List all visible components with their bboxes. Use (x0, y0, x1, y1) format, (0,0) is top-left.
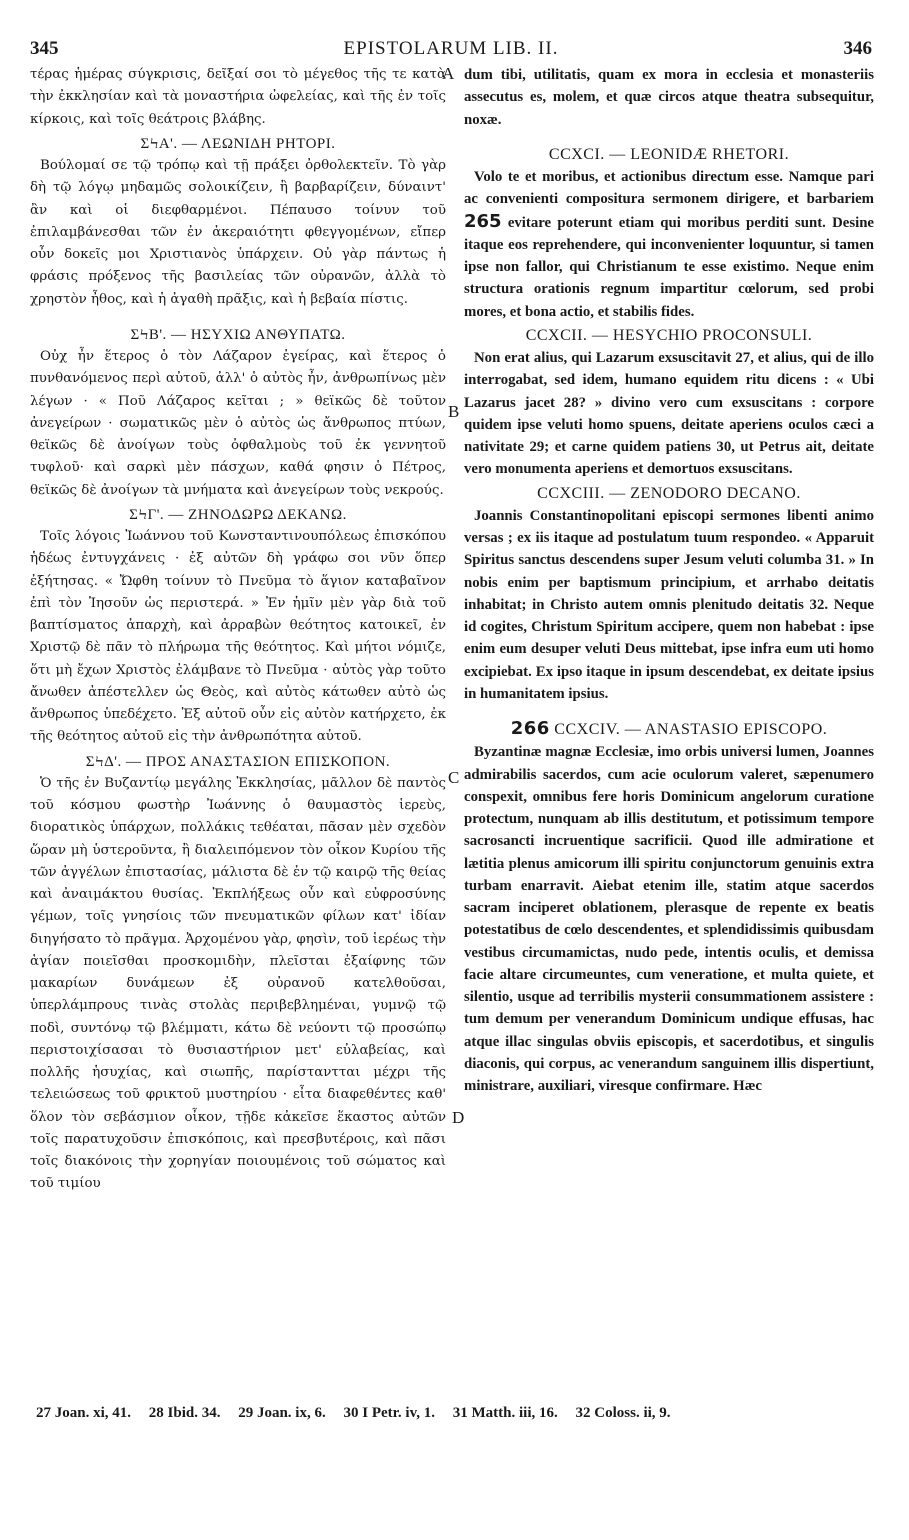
latin-letter-294: Byzantinæ magnæ Ecclesiæ, imo orbis universi lumen, Joannes admirabilis sacerdos, cum acie oculorum valeret, sæpenumero conspexit, omnibus fere horis Dominicum angelorum curatione protectum, nunquam ab illis destitutum, et potissimum tempore sacrosancti incruentique sacrificii. Quod ille admiratione et lætitia plenus amicorum illi spiritu conjunctorum genuinis extra turbam enarravit. Aiebat etenim ille, statim atque sacerdos sacram inciperet oblationem, plerasque de repente ex beatis potestatibus de cœlo descendentes, et splendidissimis quibusdam vestibus circumamictas, nudo pede, intentis oculis, et demissa facie altare circumeuntes, cum veneratione, et multa quiete, et silentio, usque ad terribilis mysterii consummationem assistere : tum demum per venerandum Dominicum undique effusas, hac atque illac singulas obviis episcopis, et sacerdotibus, et singulis diaconis, qui corpus, ac venerandum sanguinem illis dispertiunt, ministrare, auxiliari, viresque confirmare. Hæc (464, 744, 874, 1094)
footnote: 28 Ibid. 34. (148, 1405, 221, 1421)
edition-page-number-266: 266 (510, 718, 550, 739)
latin-heading-292: CCXCII. — HESYCHIO PROCONSULI. (525, 326, 813, 344)
latin-letter-291 (464, 166, 874, 323)
footnote: 30 I Petr. iv, 1. (343, 1405, 436, 1421)
margin-letter-b: B (448, 402, 460, 421)
margin-letter-c: C (448, 768, 460, 787)
edition-page-number-265: 265 (464, 210, 502, 232)
greek-letter-293: Τοῖς λόγοις Ἰωάννου τοῦ Κωνσταντινουπόλεως ἐπισκόπου ἡδέως ἐντυγχάνεις · ἐξ αὐτῶν δὴ γράφω σοι νῦν ὅπερ ἐξήτησας. « Ὤφθη τοίνυν τὸ Πνεῦμα τὸ ἅγιον καταβαῖνον ἐπὶ τὸν Ἰησοῦν ὡς περιστερά. » Ἐν ἡμῖν μὲν γὰρ διὰ τοῦ βαπτίσματος ἀπαρχὴ, καὶ ἀρραβὼν θεότητος κατοικεῖ, ἐν Χριστῷ δὲ πᾶν τὸ πλήρωμα τῆς θεότητος. Καὶ μήτοι νόμιζε, ὅτι μὴ ἔχων Χριστὸς ἐλάμβανε τὸ Πνεῦμα · αὐτὸς γὰρ τοῦτο ἄνωθεν ἀπέστελλεν ὡς Θεὸς, καὶ αὐτὸς κάτωθεν αὐτὸ ὡς ἄνθρωπος ὑπεδέχετο. Ἐξ αὐτοῦ οὖν εἰς αὐτὸν κατήρχετο, ἐκ τῆς θεότητος αὐτοῦ εἰς τὴν ἀνθρωπότητα αὐτοῦ. (30, 529, 446, 745)
latin-heading-293: CCXCIII. — ZENODORO DECANO. (537, 484, 801, 502)
latin-heading-294 (464, 718, 874, 741)
greek-letter-291: Βούλομαί σε τῷ τρόπῳ καὶ τῇ πράξει ὀρθολεκτεῖν. Τὸ γὰρ δὴ τῷ λόγῳ μηδαμῶς σολοικίζειν, ἢ βαρβαρίζειν, δύναιντ' ἂν καὶ οἱ διεφθαρμένοι. Πέπαυσο τοίνυν τοῦ ἐπιλαμβάνεσθαι τῶν ἐν ἀκεραιότητι φθεγγομένων, εἴπερ οὖν δοκεῖς μοι Χριστιανὸς ὑπάρχειν. Οὐ γὰρ πάντως ἡ φράσις πρόξενος τῆς βασιλείας τῶν οὐρανῶν, ἀλλὰ τὸ χρηστὸν ἦθος, καὶ ἡ ἀγαθὴ πρᾶξις, καὶ ἡ βεβαία πίστις. (30, 158, 446, 307)
latin-letter-291-part1: Volo te et moribus, et actionibus directum esse. Namque pari ac convenienti compositura sermonem dirigere, et barbariem (464, 169, 874, 208)
latin-heading-291: CCXCI. — LEONIDÆ RHETORI. (548, 145, 790, 163)
page-number-right: 346 (843, 38, 872, 59)
greek-letter-292: Οὐχ ἦν ἕτερος ὁ τὸν Λάζαρον ἐγείρας, καὶ ἕτερος ὁ πυνθανόμενος περὶ αὐτοῦ, ἀλλ' ὁ αὐτὸς ἦν, ἀνθρωπίνως μὲν λέγων · « Ποῦ Λάζαρος κεῖται ; » θεϊκῶς δὲ τοῦτον ἀνεγείρων · σωματικῶς μὲν ὁ αὐτὸς ὡς ἄνθρωπος πτύων, θεϊκῶς δὲ ἀνοίγων τοὺς ὀφθαλμοὺς τοῦ ἐκ γεννητοῦ τυφλοῦ· καὶ σαρκὶ μὲν πάσχων, καθά φησιν ὁ Πέτρος, θεϊκῶς δὲ ἀνοίγων τὰ μνήματα καὶ ἀνεγείρων τοὺς νεκρούς. (30, 349, 446, 498)
footnote: 31 Matth. iii, 16. (452, 1405, 558, 1421)
greek-heading-293: ΣϞΓ'. — ΖΗΝΟΔΩΡΩ ΔΕΚΑΝΩ. (129, 506, 347, 523)
latin-letter-293: Joannis Constantinopolitani episcopi sermones libenti animo versas ; ex iis itaque ad postulatum tuum respondeo. « Apparuit Spiritus sanctus descendens super Jesum veluti columba 31. » In nobis enim per baptismum principium, et arrhabo deitatis inhabitat; in Christo autem omnis plenitudo deitatis 32. Neque id cogites, Christum Spiritum accipere, quem non habebat : ipse enim eum desuper veluti Deus mittebat, ipse infra eum uti homo excipiebat. Ex ipso itaque in ipsum descendebat, ex deitate ipsius in humanitatem ipsius. (464, 507, 874, 702)
footnote: 29 Joan. ix, 6. (238, 1405, 326, 1421)
greek-heading-292: ΣϞΒ'. — ΗΣΥΧΙΩ ΑΝΘΥΠΑΤΩ. (130, 326, 346, 343)
footnotes (36, 1405, 876, 1422)
latin-heading-294-text: CCXCIV. — ANASTASIO EPISCOPO. (554, 721, 828, 738)
latin-intro-text: dum tibi, utilitatis, quam ex mora in ecclesia et monasteriis assecutus es, molem, et quæ circos atque theatra subsequitur, noxæ. (464, 67, 874, 128)
latin-letter-292: Non erat alius, qui Lazarum exsuscitavit 27, et alius, qui de illo interrogabat, sed idem, humano equidem ritu dicens : « Ubi Lazarus jacet 28? » divino vero cum exsuscitans : corpore quidem ipse veluti homo spuens, deitate aperiens oculos cæci a nativitate 29; et carne quidem patiens 30, ut Petrus ait, deitate vero monumenta aperiens et demortuos exsuscitans. (464, 350, 874, 478)
running-title: EPISTOLARUM LIB. II. (343, 38, 559, 59)
footnote: 27 Joan. xi, 41. (36, 1405, 132, 1421)
greek-heading-291: ΣϞΑ'. — ΛΕΩΝΙΔΗ ΡΗΤΟΡΙ. (140, 135, 336, 152)
greek-column (30, 64, 446, 1196)
latin-column (464, 64, 874, 1097)
page-header (30, 38, 872, 64)
greek-letter-294: Ὁ τῆς ἐν Βυζαντίῳ μεγάλης Ἐκκλησίας, μᾶλλον δὲ παντὸς τοῦ κόσμου φωστὴρ Ἰωάννης ὁ θαυμαστὸς ἱερεὺς, διορατικὸς ὑπάρχων, πολλάκις τεθέαται, πᾶσαν μὲν σχεδὸν ὥραν μὴ ὑστεροῦντα, ἢ διαλειπόμενον τὸν οἶκον Κυρίου τῆς τῶν ἀγγέλων ἐπιστασίας, μάλιστα δὲ ἐν τῷ καιρῷ τῆς θείας καὶ ἀναιμάκτου θυσίας. Ἐκπλήξεως οὖν καὶ εὐφροσύνης γέμων, τοῖς γνησίοις τῶν πνευματικῶν φίλων κατ' ἰδίαν διηγήσατο τὸ πρᾶγμα. Ἀρχομένου γὰρ, φησὶν, τοῦ ἱερέως τὴν ἁγίαν ποιεῖσθαι προσκομιδὴν, πλεῖσται ἐξαίφνης τῶν μακαρίων δυνάμεων ἐξ οὐρανοῦ κατελθοῦσαι, ὑπερλάμπρους τινὰς στολὰς περιβεβλημέναι, γυμνῷ τῷ ποδὶ, συντόνῳ τῷ βλέμματι, κάτω δὲ νεύοντι τῷ προσώπῳ περιστοιχίσασαι τὸ θυσιαστήριον μετ' εὐλαβείας, καὶ πολλῆς ἡσυχίας, καὶ σιωπῆς, παρίσταντται μέχρι τῆς τελειώσεως τοῦ φρικτοῦ μυστηρίου · εἶτα διαφεθέντες καθ' ὅλον τὸν σεβάσμιον οἶκον, τῇδε κἀκεῖσε ἕκαστος αὐτῶν τοῖς παρατυχοῦσιν ἐπισκόποις, καὶ πρεσβυτέροις, καὶ πᾶσι τοῖς διακόνοις τὴν χορηγίαν ποιουμένοις τοῦ σώματος καὶ τοῦ τιμίου (30, 775, 446, 1192)
latin-letter-291-part2: evitare poterunt etiam qui moribus perditi sunt. Desine itaque eos reprehendere, qui inconvenienter loquuntur, si tamen ipse non fallor, qui Christianum te esse existimo. Neque enim structura orationis regnum impartitur cœlorum, sed probi mores, et bona actio, et stabilis fides. (464, 214, 874, 320)
footnote: 32 Coloss. ii, 9. (575, 1405, 671, 1421)
margin-letter-a: A (442, 64, 455, 83)
greek-heading-294: ΣϞΔ'. — ΠΡΟΣ ΑΝΑΣΤΑΣΙΟΝ ΕΠΙΣΚΟΠΟΝ. (85, 753, 391, 770)
page-number-left: 345 (30, 38, 59, 59)
greek-intro-text: τέρας ἡμέρας σύγκρισις, δεῖξαί σοι τὸ μέγεθος τῆς τε κατὰ τὴν ἐκκλησίαν καὶ τὰ μοναστήρια ὠφελείας, καὶ τῆς ἐν τοῖς κίρκοις, καὶ τοῖς θεάτροις βλάβης. (30, 67, 446, 127)
margin-letter-d: D (452, 1108, 465, 1127)
